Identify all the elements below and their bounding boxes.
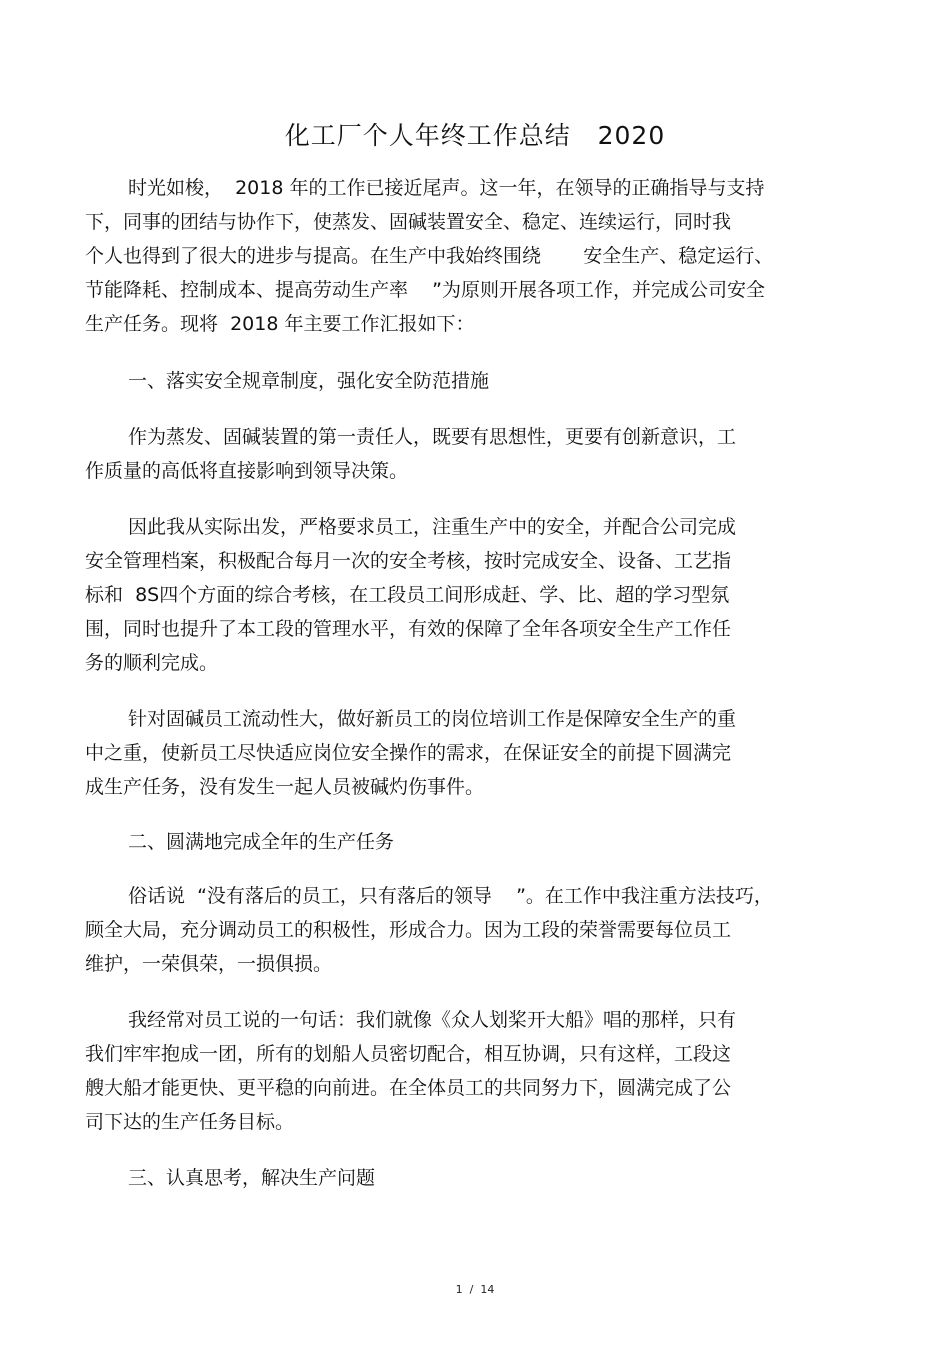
paragraph-line: 作为蒸发、固碱装置的第一责任人，既要有思想性，更要有创新意识，工	[128, 426, 737, 448]
page-number: 1 / 14	[455, 1283, 495, 1296]
paragraph-line: 作质量的高低将直接影响到领导决策。	[85, 460, 409, 482]
section-heading: 一、落实安全规章制度，强化安全防范措施	[128, 370, 490, 392]
paragraph-line: 顾全大局，充分调动员工的积极性，形成合力。因为工段的荣誉需要每位员工	[85, 919, 732, 941]
paragraph-line: 节能降耗、控制成本、提高劳动生产率 ”为原则开展各项工作，并完成公司安全	[85, 279, 766, 301]
paragraph-line: 围，同时也提升了本工段的管理水平，有效的保障了全年各项安全生产工作任	[85, 618, 732, 640]
paragraph-line: 我们牢牢抱成一团，所有的划船人员密切配合，相互协调，只有这样，工段这	[85, 1043, 732, 1065]
paragraph-line: 艘大船才能更快、更平稳的向前进。在全体员工的共同努力下，圆满完成了公	[85, 1077, 732, 1099]
section-heading: 二、圆满地完成全年的生产任务	[128, 831, 395, 853]
paragraph-line: 针对固碱员工流动性大，做好新员工的岗位培训工作是保障安全生产的重	[128, 708, 737, 730]
paragraph-line: 司下达的生产任务目标。	[85, 1111, 295, 1133]
paragraph-line: 时光如梭， 2018 年的工作已接近尾声。这一年，在领导的正确指导与支持	[128, 177, 765, 199]
paragraph-line: 生产任务。现将 2018 年主要工作汇报如下：	[85, 313, 475, 335]
paragraph-line: 成生产任务，没有发生一起人员被碱灼伤事件。	[85, 776, 485, 798]
paragraph-line: 因此我从实际出发，严格要求员工，注重生产中的安全，并配合公司完成	[128, 516, 737, 538]
paragraph-line: 务的顺利完成。	[85, 652, 219, 674]
paragraph-line: 中之重，使新员工尽快适应岗位安全操作的需求，在保证安全的前提下圆满完	[85, 742, 732, 764]
section-heading: 三、认真思考，解决生产问题	[128, 1167, 376, 1189]
paragraph-line: 维护，一荣俱荣，一损俱损。	[85, 953, 333, 975]
paragraph-line: 我经常对员工说的一句话：我们就像《众人划桨开大船》唱的那样，只有	[128, 1009, 737, 1031]
paragraph-line: 下，同事的团结与协作下，使蒸发、固碱装置安全、稳定、连续运行，同时我	[85, 211, 732, 233]
paragraph-line: 俗话说 “没有落后的员工，只有落后的领导 ”。在工作中我注重方法技巧，	[128, 885, 773, 907]
paragraph-line: 安全管理档案，积极配合每月一次的安全考核，按时完成安全、设备、工艺指	[85, 550, 732, 572]
paragraph-line: 标和 8S四个方面的综合考核，在工段员工间形成赶、学、比、超的学习型氛	[85, 584, 730, 606]
paragraph-line: 个人也得到了很大的进步与提高。在生产中我始终围绕 安全生产、稳定运行、	[85, 245, 774, 267]
document-title: 化工厂个人年终工作总结 2020	[284, 121, 666, 150]
